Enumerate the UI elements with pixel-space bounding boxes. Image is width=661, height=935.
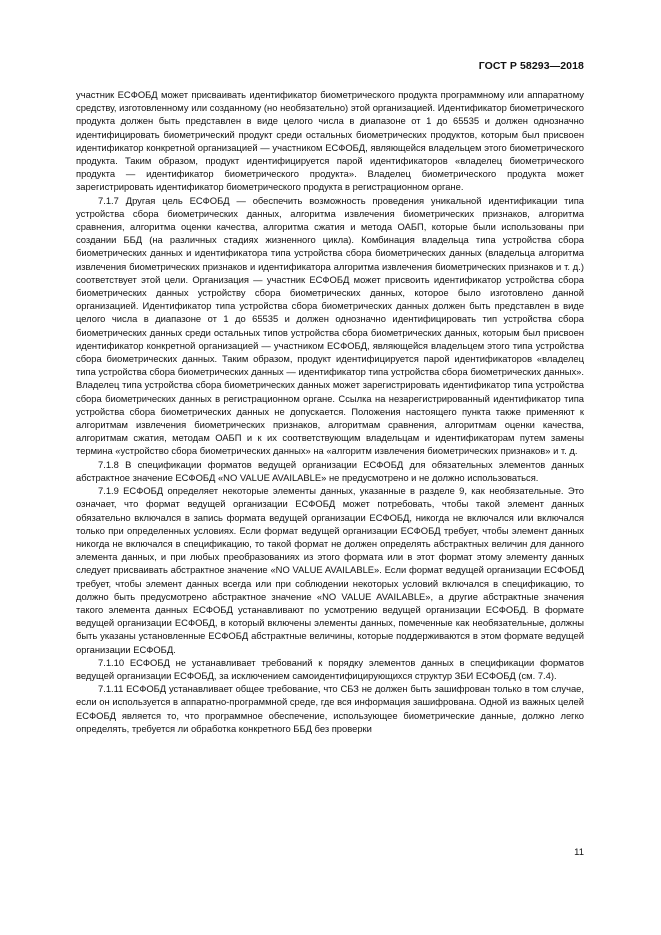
body-text [76, 88, 584, 735]
standard-header: ГОСТ Р 58293—2018 [478, 60, 584, 72]
paragraph-7-1-11: 7.1.11 ЕСФОБД устанавливает общее требование, что СБЗ не должен быть зашифрован только в том случае, если он используется в аппаратно-программной среде, где вся информация зашифрована. Одной из важных целей ЕСФОБД является то, что программное обеспечение, использующее биометрические данные, должно легко определять, требуется ли обработка конкретного ББД без проверки [76, 683, 584, 734]
paragraph-7-1-7: 7.1.7 Другая цель ЕСФОБД — обеспечить возможность проведения уникальной идентификации типа устройства сбора биометрических данных, алгоритма извлечения биометрических признаков, алгоритма сравнения, алгоритма оценки качества, алгоритма сжатия и метода ОАБП, которые были использованы при создании ББД (на различных стадиях жизненного цикла). Комбинация владельца типа устройства сбора биометрических данных и идентификатора типа устройства сбора биометрических данных (владельца алгоритма извлечения биометрических признаков и идентификатора алгоритма извлечения биометрических признаков и т. д.) соответствует этой цели. Организация — участник ЕСФОБД может присвоить идентификатор устройства сбора биометрических данных устройству сбора биометрических данных, которое было изготовлено данной организацией. Идентификатор типа устройства сбора биометрических данных должен быть представлен в виде целого числа в диапазоне от 1 до 65535 и должен однозначно идентифицировать тип устройства сбора биометрических данных среди остальных типов устройства сбора биометрических данных, которым был присвоен идентификатор конкретной организацией — участником ЕСФОБД, являющейся владельцем этого типа устройства сбора биометрических данных. Таким образом, продукт идентифицируется парой идентификаторов «владелец типа устройства сбора биометрических данных — идентификатор типа устройства сбора биометрических данных». Владелец типа устройства сбора биометрических данных может зарегистрировать идентификатор типа устройства сбора биометрических данных в регистрационном органе. Ссылка на незарегистрированный идентификатор типа устройства сбора биометрических данных не допускается. Положения настоящего пункта также применяют к алгоритмам извлечения биометрических признаков, алгоритмам сравнения, алгоритмам оценки качества, алгоритмам сжатия, методам ОАБП и к их соответствующим владельцам и идентификаторам путем замены термина «устройство сбора биометрических данных» на «алгоритм извлечения биометрических признаков» и т. д. [76, 194, 584, 457]
paragraph-7-1-10: 7.1.10 ЕСФОБД не устанавливает требований к порядку элементов данных в спецификации форматов ведущей организации ЕСФОБД, за исключением самоидентифицирующихся структур ЗБИ ЕСФОБД (см. 7.4). [76, 656, 584, 681]
paragraph-7-1-8: 7.1.8 В спецификации форматов ведущей организации ЕСФОБД для обязательных элементов данных абстрактное значение ЕСФОБД «NO VALUE AVAILABLE» не предусмотрено и не должно использоваться. [76, 458, 584, 483]
paragraph-continuation: участник ЕСФОБД может присваивать идентификатор биометрического продукта программному или аппаратному средству, изготовленному или созданному (но необязательно) этой организацией. Идентификатор биометрического продукта должен быть представлен в виде целого числа в диапазоне от 1 до 65535 и должен однозначно идентифицировать биометрический продукт среди остальных биометрических продуктов, которым был присвоен идентификатор конкретной организацией — участником ЕСФОБД, являющейся владельцем этого биометрического продукта. Таким образом, продукт идентифицируется парой идентификаторов «владелец биометрического продукта — идентификатор биометрического продукта». Владелец биометрического продукта может зарегистрировать идентификатор биометрического продукта в регистрационном органе. [76, 89, 584, 193]
paragraph-7-1-9: 7.1.9 ЕСФОБД определяет некоторые элементы данных, указанные в разделе 9, как необязательные. Это означает, что формат ведущей организации ЕСФОБД может потребовать, чтобы такой элемент данных обязательно включался в запись формата ведущей организации ЕСФОБД, никогда не включался или включался только при определенных условиях. Если формат ведущей организации ЕСФОБД требует, чтобы элемент данных никогда не включался в спецификацию, то такой формат не должен определять абстрактных величин для данного элемента данных, и при любых преобразованиях из этого формата или в этот формат этому элементу данных следует присваивать абстрактное значение «NO VALUE AVAILABLE». Если формат ведущей организации ЕСФОБД требует, чтобы элемент данных всегда или при соблюдении некоторых условий включался в спецификацию, то должно быть предусмотрено абстрактное значение «NO VALUE AVAILABLE», а другие абстрактные значения такого элемента данных ЕСФОБД устанавливают по усмотрению ведущей организации ЕСФОБД. В формате ведущей организации ЕСФОБД, в который включены элементы данных, помеченные как необязательные, должны быть указаны установленные ЕСФОБД абстрактные величины, которые поддерживаются в этом формате ведущей организации ЕСФОБД. [76, 485, 584, 655]
page-number: 11 [574, 847, 584, 858]
